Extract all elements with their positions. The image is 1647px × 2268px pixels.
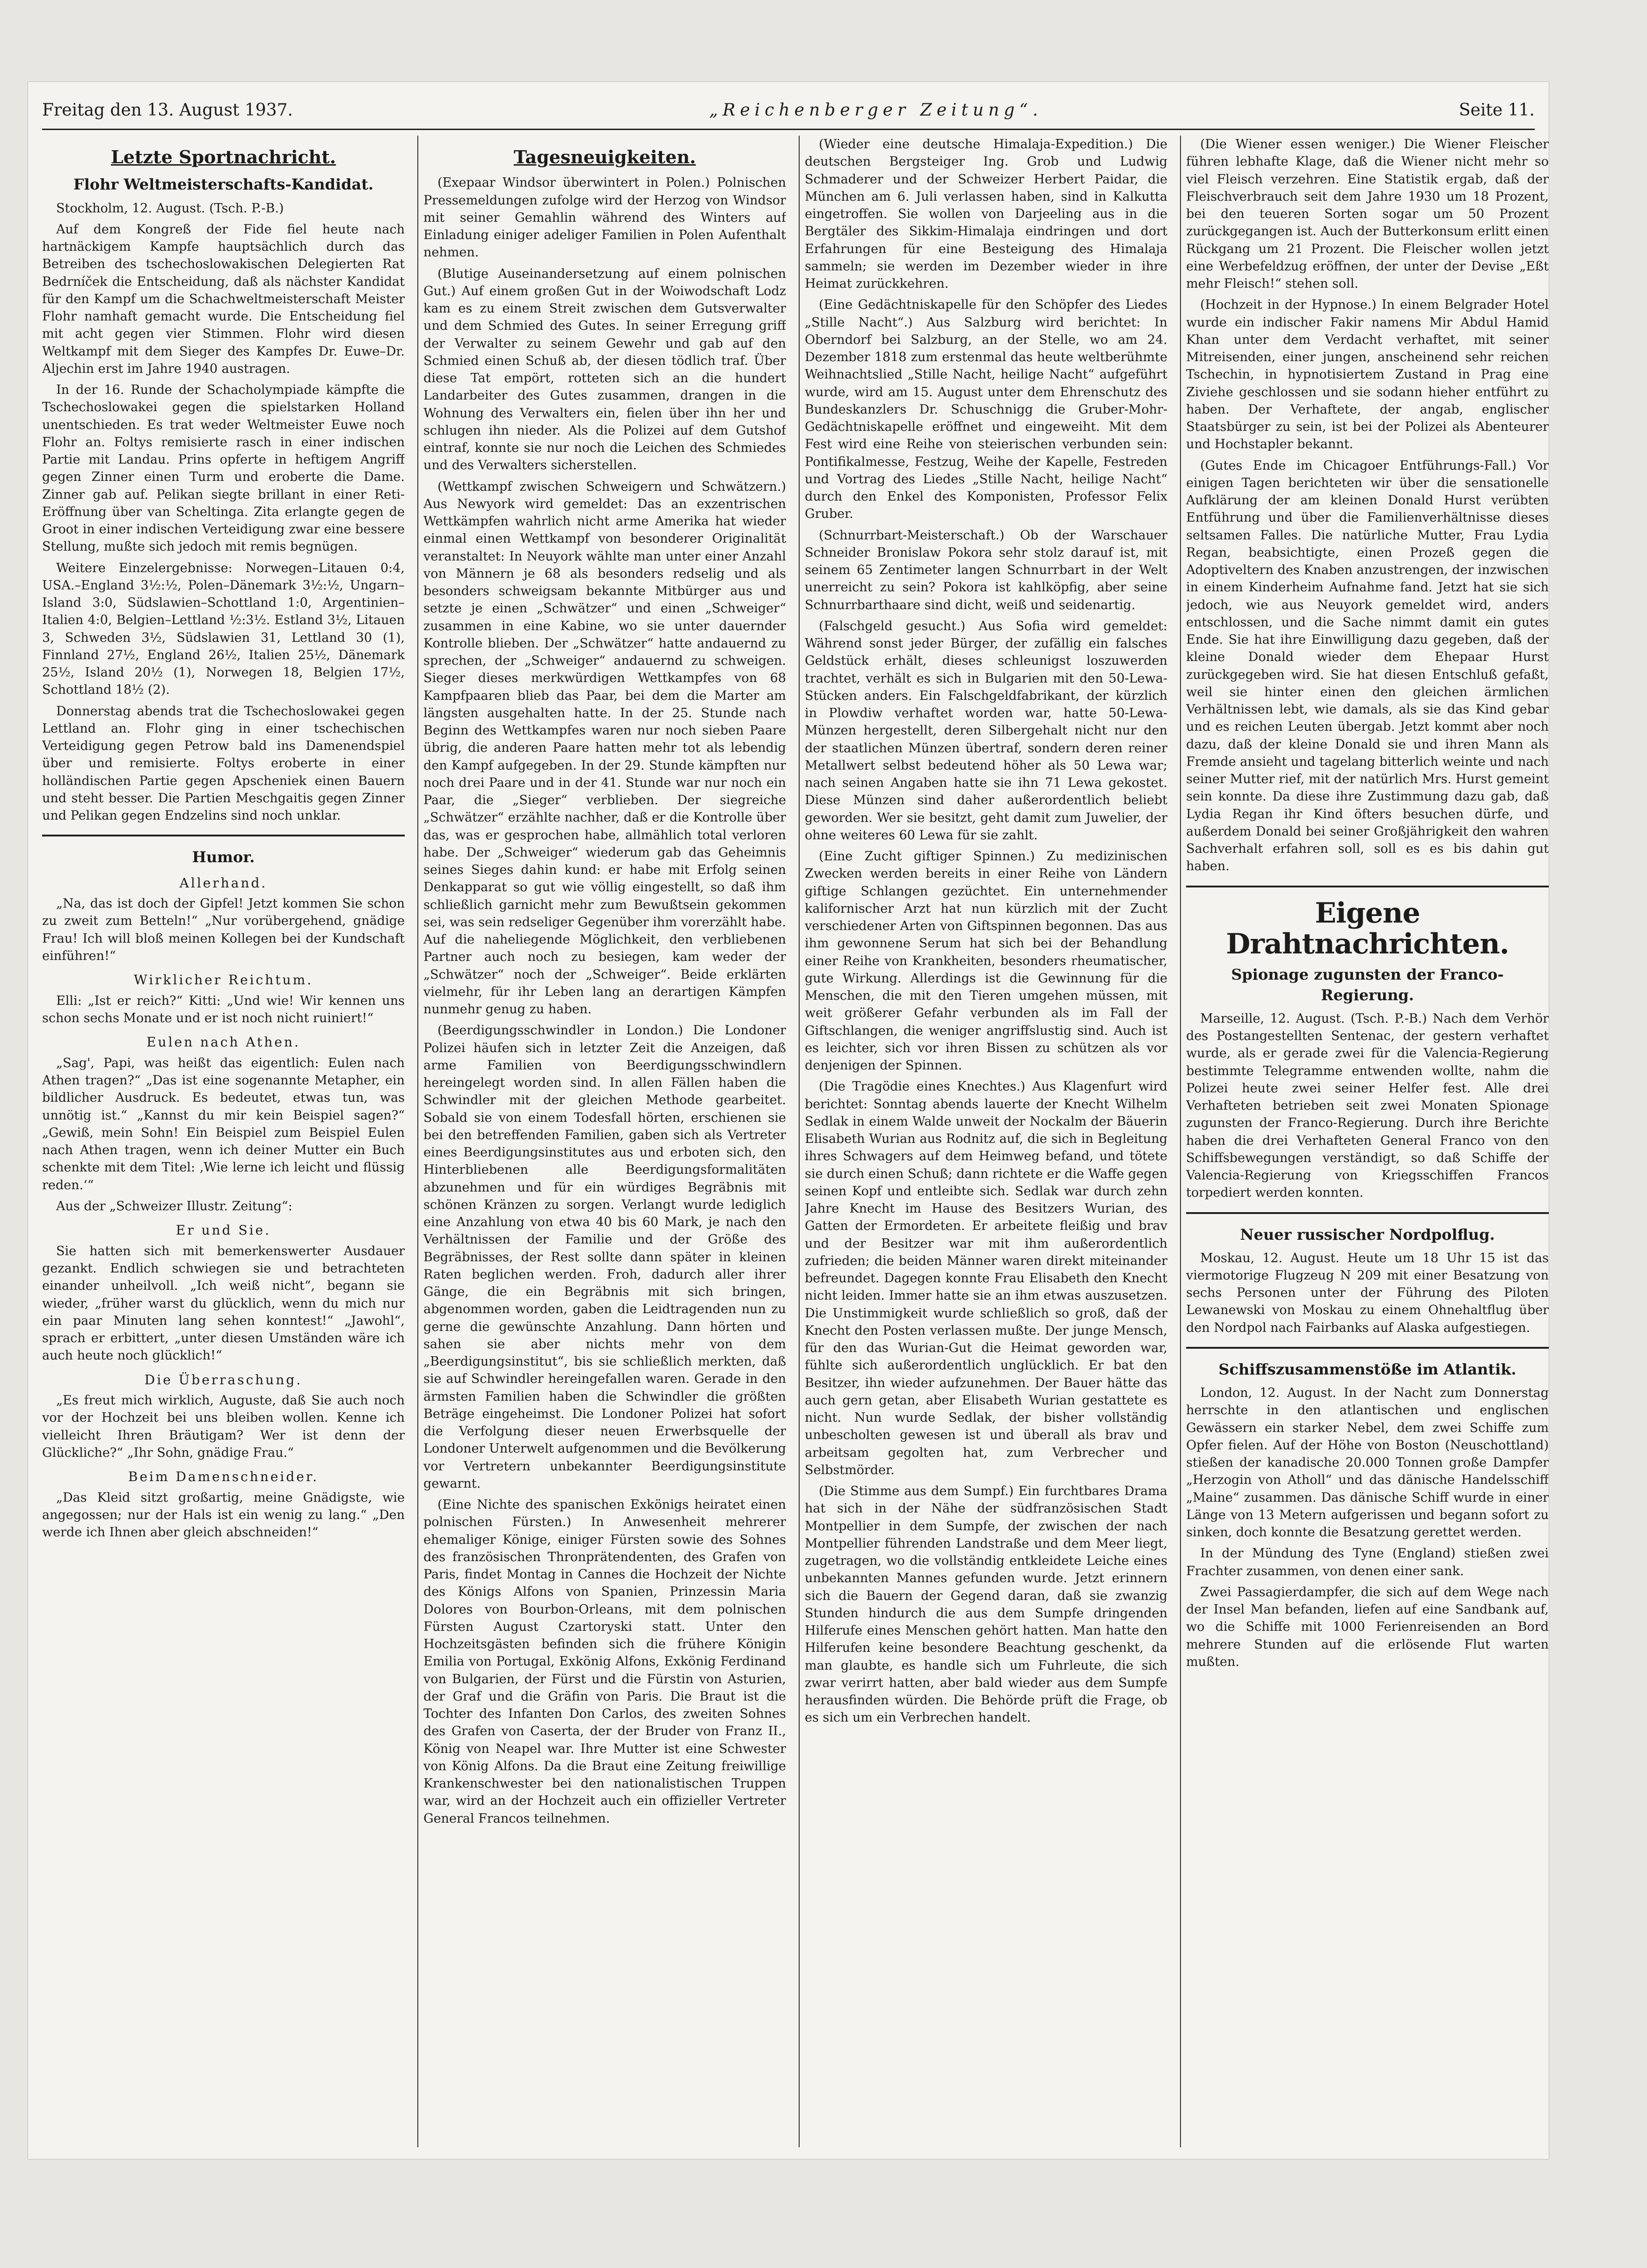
article-rule xyxy=(1186,1347,1549,1349)
news-item: (Eine Gedächtniskapelle für den Schöpfer des Liedes „Stille Nacht“.) Aus Salzburg wird berichtet: In Oberndorf bei Salzburg, an der Stelle, wo am 24. Dezember 1818 zum erstenmal das heute weltberühmte Weihnachtslied „Stille Nacht, heilige Nacht“ aufgeführt wurde, wird am 15. August unter dem Ehrenschutz des Bundeskanzlers Dr. Schuschnigg die Gruber-Mohr-Gedächtniskapelle eröffnet und eingeweiht. Mit dem Fest wird eine Reihe von steierischen verbunden sein: Pontifikalmesse, Festzug, Weihe der Kapelle, Festreden und Vortrag des Liedes „Stille Nacht, heilige Nacht“ durch den Enkel des Komponisten, Professor Felix Gruber. xyxy=(805,298,1167,522)
article-paragraph: Donnerstag abends trat die Tschechoslowakei gegen Lettland an. Flohr ging in einer tschechischen Verteidigung gegen Petrow bald ins Damenendspiel über und remisierte. Foltys eroberte in einer holländischen Partie gegen Apscheniek einen Bauern und steht besser. Die Partien Meschgaitis gegen Zinner und Pelikan gegen Endzelins sind noch unklar. xyxy=(42,704,405,823)
section-heading: Tagesneuigkeiten. xyxy=(513,146,696,167)
article-paragraph: Weitere Einzelergebnisse: Norwegen–Litauen 0:4, USA.–England 3½:½, Polen–Dänemark 3½:½, Ungarn–Island 3:0, Südslawien–Schottland 1:0, Argentinien–Italien 4:0, Belgien–Lettland ½:3½. Estland 3½, Litauen 3, Schweden 3½, Südslawien 31, Lettland 30 (1), Finnland 27½, England 26½, Italien 25½, Dänemark 25½, Island 20½ (1), Norwegen 18, Belgien 17½, Schottland 18½ (2). xyxy=(42,560,405,698)
joke-text: „Sag', Papi, was heißt das eigentlich: Eulen nach Athen tragen?“ „Das ist eine sogenannte Metapher, ein bildlicher Ausdruck. Es bedeutet, etwas tun, was unnötig ist.“ „Kannst du mir kein Beispiel sagen?“ „Gewiß, mein Sohn! Ein Beispiel zum Beispiel Eulen nach Athen tragen, wenn ich deiner Mutter ein Buch schenkte mit dem Titel: ‚Wie lerne ich leicht und flüssig reden.‘“ xyxy=(42,1055,405,1192)
news-item: (Schnurrbart-Meisterschaft.) Ob der Warschauer Schneider Bronislaw Pokora sehr stolz darauf ist, mit seinem 65 Zentimeter langen Schnurrbart in der Welt unerreicht zu sein? Pokora ist kahlköpfig, aber seine Schnurrbarthaare sind dicht, weiß und seidenartig. xyxy=(805,528,1167,612)
page-header xyxy=(42,96,1535,124)
article-headline: Flohr Weltmeisterschafts-Kandidat. xyxy=(73,175,374,194)
dateline: Stockholm, 12. August. (Tsch. P.-B.) xyxy=(56,201,284,216)
joke-text: „Es freut mich wirklich, Auguste, daß Sie auch noch vor der Hochzeit bei uns bleiben wollen. Kenne ich vielleicht Ihren Bräutigam? Wer ist denn der Glückliche?“ „Ihr Sohn, gnädige Frau.“ xyxy=(42,1393,405,1460)
news-item: (Hochzeit in der Hypnose.) In einem Belgrader Hotel wurde ein indischer Fakir namens Mir Abdul Hamid Khan unter dem Verdacht verhaftet, mit seiner Mitreisenden, einer jungen, anscheinend sehr reichen Tschechin, in hypnotisiertem Zustand in Prag eine Ziviehe geschlossen und sie sodann hieher entführt zu haben. Der Verhaftete, der angab, englischer Staatsbürger zu sein, ist bei der Polizei als Abenteurer und Hochstapler bekannt. xyxy=(1186,298,1549,452)
issue-date: Freitag den 13. August 1937. xyxy=(42,100,293,120)
column-2 xyxy=(423,136,786,2147)
joke-text: „Na, das ist doch der Gipfel! Jetzt kommen Sie schon zu zweit zum Betteln!“ „Nur vorübergehend, gnädige Frau! Ich will bloß meinen Kollegen bei der Kundschaft einführen!“ xyxy=(42,896,405,963)
page-number: Seite 11. xyxy=(1459,100,1535,120)
column-divider xyxy=(417,136,418,2147)
newspaper-page xyxy=(28,82,1549,2159)
article-paragraph: Auf dem Kongreß der Fide fiel heute nach hartnäckigem Kampfe hauptsächlich durch das Betreiben des tschechoslowakischen Delegierten Rat Bedrníček die Entscheidung, daß als nächster Kandidat für den Kampf um die Schachweltmeisterschaft Meister Flohr namhaft gemacht wurde. Die Entscheidung fiel mit acht gegen vier Stimmen. Flohr wird diesen Weltkampf mit dem Sieger des Kampfes Dr. Euwe–Dr. Aljechin erst im Jahre 1940 austragen. xyxy=(42,222,405,376)
joke-text: Sie hatten sich mit bemerkenswerter Ausdauer gezankt. Endlich schwiegen sie und betrachteten einander unheilvoll. „Ich weiß nicht“, begann sie wieder, „früher warst du glücklich, wenn du mich nur ein paar Minuten lang sehen konntest!“ „Jawohl“, sprach er erbittert, „unter diesen Umständen wäre ich auch heute noch glücklich!“ xyxy=(42,1243,405,1363)
section-rule xyxy=(42,835,405,836)
joke-text: „Das Kleid sitzt großartig, meine Gnädigste, wie angegossen; nur der Hals ist ein wenig zu lang.“ „Den werde ich Ihnen aber gleich abschneiden!“ xyxy=(42,1490,405,1540)
column-4 xyxy=(1186,136,1549,2147)
article-paragraph: Moskau, 12. August. Heute um 18 Uhr 15 ist das viermotorige Flugzeug N 209 mit einer Besatzung von sechs Personen unter der Führung des Piloten Lewanewski von Moskau zu einem Ohnehaltflug über den Nordpol nach Fairbanks auf Alaska aufgestiegen. xyxy=(1186,1250,1549,1335)
masthead: „Reichenberger Zeitung“. xyxy=(709,100,1043,120)
news-item: (Eine Zucht giftiger Spinnen.) Zu medizinischen Zwecken werden bereits in einer Reihe von Ländern giftige Schlangen gezüchtet. Ein unternehmender kalifornischer Arzt hat nun kürzlich mit der Zucht verschiedener Arten von Giftspinnen begonnen. Das aus ihm gewonnene Serum hat sich bei der Behandlung einer Reihe von Krankheiten, besonders rheumatischer, gute Wirkung. Allerdings ist die Gewinnung für die Menschen, die mit den Tieren umgehen müssen, mit weit größerer Gefahr verbunden als im Fall der Giftschlangen, die weniger angriffslustig sind. Auch ist es leichter, sich vor ihren Bissen zu schützen als vor denjenigen der Spinnen. xyxy=(805,849,1167,1073)
section-rule xyxy=(1186,886,1549,887)
joke-title: Beim Damenschneider. xyxy=(128,1469,319,1485)
humor-heading: Humor. xyxy=(192,848,255,866)
article-paragraph: Marseille, 12. August. (Tsch. P.-B.) Nach dem Verhör des Postangestellten Sentenac, der gestern verhaftet wurde, als er gerade zwei für die Valencia-Regierung bestimmte Telegramme entwenden wollte, nahm die Polizei heute zwei seiner Helfer fest. Alle drei Verhafteten betrieben seit zwei Monaten Spionage zugunsten der Franco-Regierung. Durch ihre Berichte haben die drei Verhafteten General Franco von den Schiffsbewegungen verständigt, so daß Schiffe der Valencia-Regierung von Kriegsschiffen Francos torpediert werden konnten. xyxy=(1186,1011,1549,1200)
news-item: (Blutige Auseinandersetzung auf einem polnischen Gut.) Auf einem großen Gut in der Woiwodschaft Lodz kam es zu einem Streit zwischen dem Gutsverwalter und dem Schmied des Gutes. In seiner Erregung griff der Verwalter zu seinem Gewehr und gab auf den Schmied einen Schuß ab, der diesen tödlich traf. Über diese Tat empört, rotteten sich an die hundert Landarbeiter des Gutes zusammen, drangen in die Wohnung des Verwalters ein, fielen über ihn her und schlugen ihn nieder. Als die Polizei auf dem Gutshof eintraf, konnte sie nur noch die Leichen des Schmiedes und des Verwalters sicherstellen. xyxy=(423,266,786,473)
news-item: (Die Wiener essen weniger.) Die Wiener Fleischer führen lebhafte Klage, daß die Wiener nicht mehr so viel Fleisch verzehren. Eine Statistik ergab, daß der Fleischverbrauch seit dem Jahre 1930 um 18 Prozent, bei den teueren Sorten sogar um 50 Prozent zurückgegangen ist. Auch der Butterkonsum erlitt einen Rückgang um 21 Prozent. Die Fleischer wollen jetzt eine Werbefeldzug eröffnen, der unter der Devise „Eßt mehr Fleisch!“ stehen soll. xyxy=(1186,137,1549,291)
column-divider xyxy=(1180,136,1181,2147)
article-rule xyxy=(1186,1212,1549,1214)
column-1 xyxy=(42,136,405,2147)
article-headline: Neuer russischer Nordpolflug. xyxy=(1240,1225,1495,1243)
article-paragraph: In der 16. Runde der Schacholympiade kämpfte die Tschechoslowakei gegen die spielstarken Holland unentschieden. Es trat weder Weltmeister Euwe noch Flohr an. Foltys remisierte rasch in einer indischen Partie mit Landau. Prins opferte in heftigem Angriff gegen Zinner einen Turm und eroberte die Dame. Zinner gab auf. Pelikan siegte brillant in einer Reti-Eröffnung über van Scheltinga. Zita erlangte gegen de Groot in einer indischen Verteidigung zwar eine bessere Stellung, mußte sich jedoch mit remis begnügen. xyxy=(42,383,405,554)
news-item: (Wettkampf zwischen Schweigern und Schwätzern.) Aus Newyork wird gemeldet: Das an exzentrischen Wettkämpfen wahrlich nicht arme Amerika hat wieder einmal einen Wettkampf von besonderer Originalität veranstaltet: In Neuyork wählte man unter einer Anzahl von Männern je 68 als besonders redselig und als besonders schweigsam bekannte Mitbürger aus und setzte je einen „Schwätzer“ und einen „Schweiger“ zusammen in eine Kabine, wo sie unter dauernder Kontrolle blieben. Der „Schwätzer“ hatte andauernd zu sprechen, der „Schweiger“ andauernd zu schweigen. Sieger dieses merkwürdigen Wettkampfes von 68 Kampfpaaren blieb das Paar, bei dem die Marter am längsten ausgehalten hatte. In der 25. Stunde nach Beginn des Wettkampfes waren nur noch sieben Paare übrig, die anderen Paare hatten mehr tot als lebendig den Kampf aufgegeben. In der 29. Stunde kämpften nur noch drei Paare und in der 41. Stunde war nur noch ein Paar, die „Sieger“ verblieben. Der siegreiche „Schwätzer“ erzählte nachher, daß er die Kontrolle über das, was er gesprochen habe, allmählich total verloren habe. Der „Schweiger“ wiederum gab das Geheimnis seines Sieges dahin kund: er habe mit Erfolg seinen Denkapparat so gut wie völlig eingestellt, so daß ihm schließlich garnicht mehr zum Bewußtsein gekommen sei, was sein redseliger Gegenüber ihm vorerzählt habe. Auf die naheliegende Möglichkeit, den verbliebenen Partner auch noch zu besiegen, kam weder der „Schwätzer“ noch der „Schweiger“. Beide erklärten vielmehr, für ihr Leben lang an derartigen Kämpfen nunmehr genug zu haben. xyxy=(423,479,786,1017)
article-paragraph: Zwei Passagierdampfer, die sich auf dem Wege nach der Insel Man befanden, liefen auf eine Sandbank auf, wo die Schiffe mit 1000 Ferienreisenden an Bord mehrere Stunden auf die erlösende Flut warten mußten. xyxy=(1186,1585,1549,1669)
news-item: (Beerdigungsschwindler in London.) Die Londoner Polizei häufen sich in letzter Zeit die Anzeigen, daß arme Familien von Beerdigungsschwindlern hereingelegt worden sind. In allen Fällen haben die Schwindler mit der gleichen Methode gearbeitet. Sobald sie von einem Todesfall hörten, erschienen sie bei den betreffenden Familien, gaben sich als Vertreter eines Beerdigungsinstitutes aus und erboten sich, den Hinterbliebenen alle Beerdigungsformalitäten abzunehmen und für ein würdiges Begräbnis mit schönen Kränzen zu sorgen. Verlangt wurde lediglich eine Anzahlung von etwa 40 bis 60 Mark, je nach den Verhältnissen der Familie und der Größe des Begräbnisses, der Rest sollte dann später in kleinen Raten beglichen werden. Froh, dadurch aller ihrer Gänge, die ein Begräbnis mit sich bringen, abgenommen worden, gaben die Leidtragenden nun zu gerne die gewünschte Anzahlung. Dann hörten und sahen sie aber nichts mehr von dem „Beerdigungsinstitut“, bis sie schließlich merkten, daß sie auf Schwindler hereingefallen waren. Gerade in den ärmsten Familien haben die Schwindler die größten Beträge eingeheimst. Die Londoner Polizei hat sofort die Verfolgung dieser neuen Erwerbsquelle der Londoner Unterwelt aufgenommen und die Bevölkerung vor Vertretern unbekannter Beerdigungsinstitute gewarnt. xyxy=(423,1023,786,1491)
header-rule xyxy=(42,129,1535,130)
article-paragraph: London, 12. August. In der Nacht zum Donnerstag herrschte in den atlantischen und englischen Gewässern ein starker Nebel, dem zwei Schiffe zum Opfer fielen. Auf der Höhe von Boston (Neuschottland) stießen der kanadische 20.000 Tonnen große Dampfer „Herzogin von Atholl“ und das dänische Handelsschiff „Maine“ zusammen. Das dänische Schiff wurde in einer Länge von 13 Metern aufgerissen und begann sofort zu sinken, doch konnte die Besatzung gerettet werden. xyxy=(1186,1386,1549,1540)
joke-title: Die Überraschung. xyxy=(144,1372,303,1388)
wire-news-heading: Eigene Drahtnachrichten. xyxy=(1226,896,1509,960)
news-item: (Gutes Ende im Chicagoer Entführungs-Fall.) Vor einigen Tagen berichteten wir über die sensationelle Aufklärung der am kleinen Donald Hurst verübten Entführung und über die Familienverhältnisse dieses seltsamen Falles. Die natürliche Mutter, Frau Lydia Regan, beabsichtigte, einen Prozeß gegen die Adoptiveltern des Knaben anzustrengen, der inzwischen in einem Kinderheim Aufnahme fand. Jetzt hat sie sich jedoch, wie aus Neuyork gemeldet wird, anders entschlossen, und die Sache nimmt damit ein gutes Ende. Sie hat ihre Einwilligung dazu gegeben, daß der kleine Donald wieder dem Ehepaar Hurst zurückgegeben wird. Sie hat diesen Entschluß gefaßt, weil sie hinter einen den gleichen ärmlichen Verhältnissen lebt, wie damals, als sie das Kind gebar und es reichen Leuten übergab. Jetzt kommt aber noch dazu, daß der kleine Donald sie und ihren Mann als Fremde ansieht und tagelang bitterlich weinte und nach seiner Mutter rief, mit der natürlich Mrs. Hurst gemeint sein konnte. Da diese ihre Zustimmung dazu gab, daß Lydia Regan ihr Kind öfters besuchen dürfe, und außerdem Donald bei seiner Großjährigkeit den wahren Sachverhalt erfahren soll, soll es es bis dahin gut haben. xyxy=(1186,458,1549,874)
joke-title: Wirklicher Reichtum. xyxy=(133,972,313,988)
news-item: (Falschgeld gesucht.) Aus Sofia wird gemeldet: Während sonst jeder Bürger, der zufällig ein falsches Geldstück erhält, dieses schleunigst loszuwerden trachtet, verhält es sich in Bulgarien mit den 50-Lewa-Stücken anders. Ein Falschgeldfabrikant, der kürzlich in Plowdiw verhaftet worden war, hatte 50-Lewa-Münzen hergestellt, deren Silbergehalt nicht nur den der staatlichen Münzen übertraf, sondern deren reiner Metallwert selbst bedeutend höher als 50 Lewa war; nach seinen Angaben hatte sie ihn 71 Lewa gekostet. Diese Münzen sind daher außerordentlich beliebt geworden. Wer sie besitzt, geht damit zum Juwelier, der ohne weiteres 60 Lewa für sie zahlt. xyxy=(805,618,1167,843)
joke-source: Aus der „Schweizer Illustr. Zeitung“: xyxy=(56,1199,292,1214)
news-item: (Exepaar Windsor überwintert in Polen.) Polnischen Pressemeldungen zufolge wird der Herzog von Windsor mit seiner Gemahlin während des Winters auf Einladung einiger adeliger Familien in Polen Aufenthalt nehmen. xyxy=(423,175,786,260)
section-heading: Letzte Sportnachricht. xyxy=(111,146,336,167)
article-headline: Spionage zugunsten der Franco-Regierung. xyxy=(1231,965,1504,1004)
joke-title: Er und Sie. xyxy=(175,1222,271,1238)
column-3 xyxy=(805,136,1167,2147)
joke-title: Allerhand. xyxy=(179,875,268,891)
article-headline: Schiffszusammenstöße im Atlantik. xyxy=(1218,1360,1516,1378)
article-paragraph: In der Mündung des Tyne (England) stießen zwei Frachter zusammen, von denen einer sank. xyxy=(1186,1546,1549,1578)
news-item: (Die Stimme aus dem Sumpf.) Ein furchtbares Drama hat sich in der Nähe der südfranzösischen Stadt Montpellier in dem Sumpfe, der zwischen der nach Montpellier führenden Landstraße und dem Meer liegt, zugetragen, wo die vollständig entkleidete Leiche eines unbekannten Mannes gefunden wurde. Jetzt erinnern sich die Bauern der Gegend daran, daß sie zwanzig Stunden hindurch die aus dem Sumpfe dringenden Hilferufe eines Menschen gehört hatten. Man hatte den Hilferufen keine besondere Beachtung geschenkt, da man glaubte, es handle sich um Fuhrleute, die sich zwar verirrt hatten, aber bald wieder aus dem Sumpfe herausfinden würden. Die Behörde prüft die Frage, ob es sich um ein Verbrechen handelt. xyxy=(805,1484,1167,1725)
joke-title: Eulen nach Athen. xyxy=(146,1034,300,1050)
joke-text: Elli: „Ist er reich?“ Kitti: „Und wie! Wir kennen uns schon sechs Monate und er ist noch nicht ruiniert!“ xyxy=(42,993,405,1025)
news-item: (Wieder eine deutsche Himalaja-Expedition.) Die deutschen Bergsteiger Ing. Grob und Ludwig Schmaderer und der Schweizer Herbert Paidar, die München am 6. Juli verlassen haben, sind in Kalkutta eingetroffen. Sie wollen von Darjeeling aus in die Bergtäler des Sikkim-Himalaja eindringen und dort Erfahrungen für eine Besteigung des Himalaja sammeln; sie werden im Dezember wieder in ihre Heimat zurückkehren. xyxy=(805,137,1167,291)
column-divider xyxy=(799,136,800,2147)
news-item: (Eine Nichte des spanischen Exkönigs heiratet einen polnischen Fürsten.) In Anwesenheit mehrerer ehemaliger Könige, einiger Fürsten sowie des Sohnes des französischen Thronprätendenten, des Grafen von Paris, findet Montag in Cannes die Hochzeit der Nichte des Königs Alfons von Spanien, Prinzessin Maria Dolores von Bourbon-Orleans, mit dem polnischen Fürsten August Czartoryski statt. Unter den Hochzeitsgästen befinden sich die frühere Königin Emilia von Portugal, Exkönig Alfons, Exkönig Ferdinand von Bulgarien, der Fürst und die Fürstin von Asturien, der Graf und die Gräfin von Paris. Die Braut ist die Tochter des Infanten Don Carlos, des zweiten Sohnes des Grafen von Caserta, der der Bruder von Franz II., König von Neapel war. Ihre Mutter ist eine Schwester von König Alfons. Da die Braut eine Zeitung freiwillige Krankenschwester bei den nationalistischen Truppen war, wird an der Hochzeit auch ein offizieller Vertreter General Francos teilnehmen. xyxy=(423,1497,786,1826)
news-item: (Die Tragödie eines Knechtes.) Aus Klagenfurt wird berichtet: Sonntag abends lauerte der Knecht Wilhelm Sedlak in einem Walde unweit der Nockalm der Bäuerin Elisabeth Wurian aus Rodnitz auf, die sich in Begleitung ihres Schwagers auf dem Heimweg befand, und tötete sie durch einen Schuß; dann richtete er die Waffe gegen seinen Kopf und entleibte sich. Sedlak war durch zehn Jahre Knecht im Hause des Besitzers Wurian, des Gatten der Ermordeten. Er arbeitete fleißig und brav und der Besitzer war mit ihm außerordentlich zufrieden; die beiden Männer waren direkt miteinander befreundet. Dagegen konnte Frau Elisabeth den Knecht nicht leiden. Immer hatte sie an ihm etwas auszusetzen. Die Unstimmigkeit wurde schließlich so groß, daß der Knecht den Posten verlassen mußte. Der junge Mensch, für den das Wurian-Gut die Heimat geworden war, fühlte sich außerordentlich unglücklich. Er bat den Besitzer, ihn wieder aufzunehmen. Der Bauer hätte das auch gern getan, aber Elisabeth Wurian gestattete es nicht. Nun wurde Sedlak, der bisher vollständig unbescholten gewesen ist und überall als brav und arbeitsam gegolten hat, zum Verbrecher und Selbstmörder. xyxy=(805,1079,1167,1477)
